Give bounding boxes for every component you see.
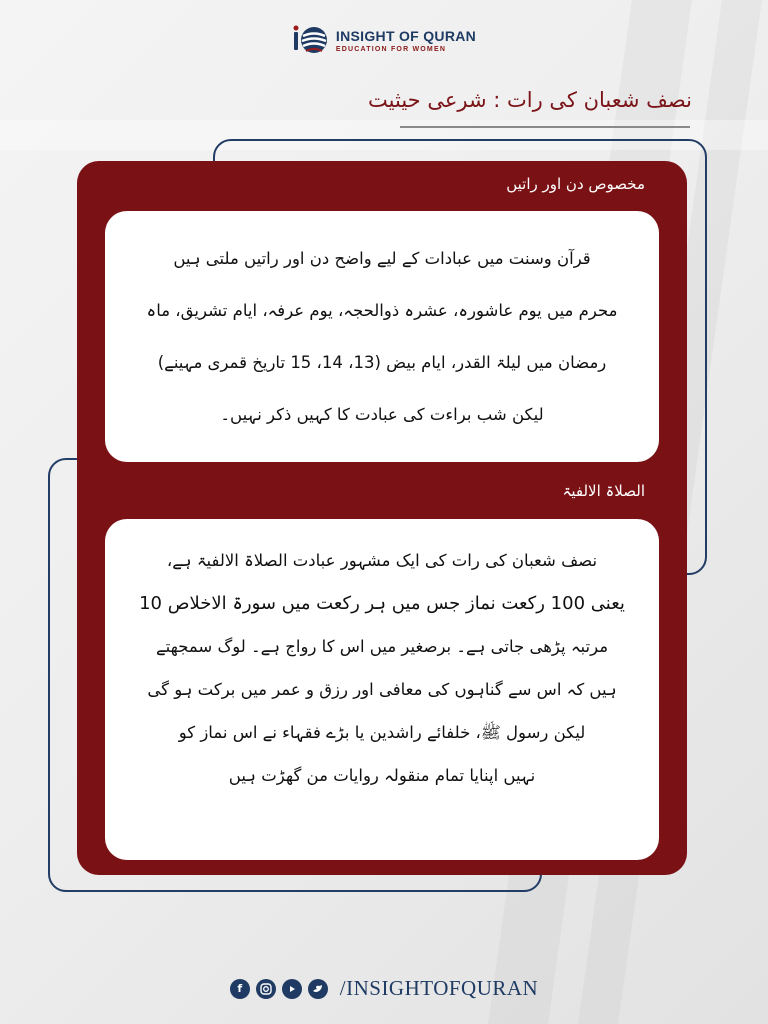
facebook-icon[interactable]: f [230, 979, 250, 999]
brand-name: INSIGHT OF QURAN [335, 27, 477, 44]
text-line: رمضان میں لیلۃ القدر، ایام بیض (13، 14، 15 تاریخ قمری مہینے) [157, 353, 607, 372]
section-panel [105, 211, 659, 462]
text-line: مرتبہ پڑھی جاتی ہے۔ برصغیر میں اس کا رواج ہے۔ لوگ سمجھتے [155, 637, 609, 656]
social-handle[interactable]: /INSIGHTOFQURAN [339, 976, 539, 1000]
text-line: نہیں اپنایا تمام منقولہ روایات من گھڑت ہیں [228, 766, 536, 785]
text-line: لیکن شب براءت کی عبادت کا کہیں ذکر نہیں۔ [220, 405, 544, 424]
text-line: لیکن رسول ﷺ، خلفائے راشدین یا بڑے فقہاء نے اس نماز کو [178, 723, 586, 742]
section-panel [105, 519, 659, 860]
brand-logo [0, 22, 768, 58]
section-heading: الصلاۃ الالفیۃ [562, 482, 645, 500]
text-line: ہیں کہ اس سے گناہوں کی معافی اور رزق و عمر میں برکت ہو گی [147, 680, 617, 699]
youtube-icon[interactable] [282, 979, 302, 999]
quran-logo-icon [292, 22, 328, 58]
text-line: نصف شعبان کی رات کی ایک مشہور عبادت الصلاۃ الالفیۃ ہے، [166, 551, 598, 570]
brand-tagline: EDUCATION FOR WOMEN [335, 45, 447, 53]
page-title: نصف شعبان کی رات : شرعی حیثیت [368, 88, 692, 112]
social-footer [0, 976, 768, 1001]
instagram-icon[interactable] [256, 979, 276, 999]
content-card [77, 161, 687, 875]
text-line: محرم میں یوم عاشورہ، عشرہ ذوالحجہ، یوم عرفہ، ایام تشریق، ماہ [146, 301, 618, 320]
twitter-icon[interactable] [308, 979, 328, 999]
text-line: یعنی 100 رکعت نماز جس میں ہر رکعت میں سورۃ الاخلاص 10 [139, 593, 625, 614]
text-line: قرآن وسنت میں عبادات کے لیے واضح دن اور راتیں ملتی ہیں [173, 249, 591, 268]
section-heading: مخصوص دن اور راتیں [506, 175, 645, 193]
title-underline [400, 126, 690, 128]
